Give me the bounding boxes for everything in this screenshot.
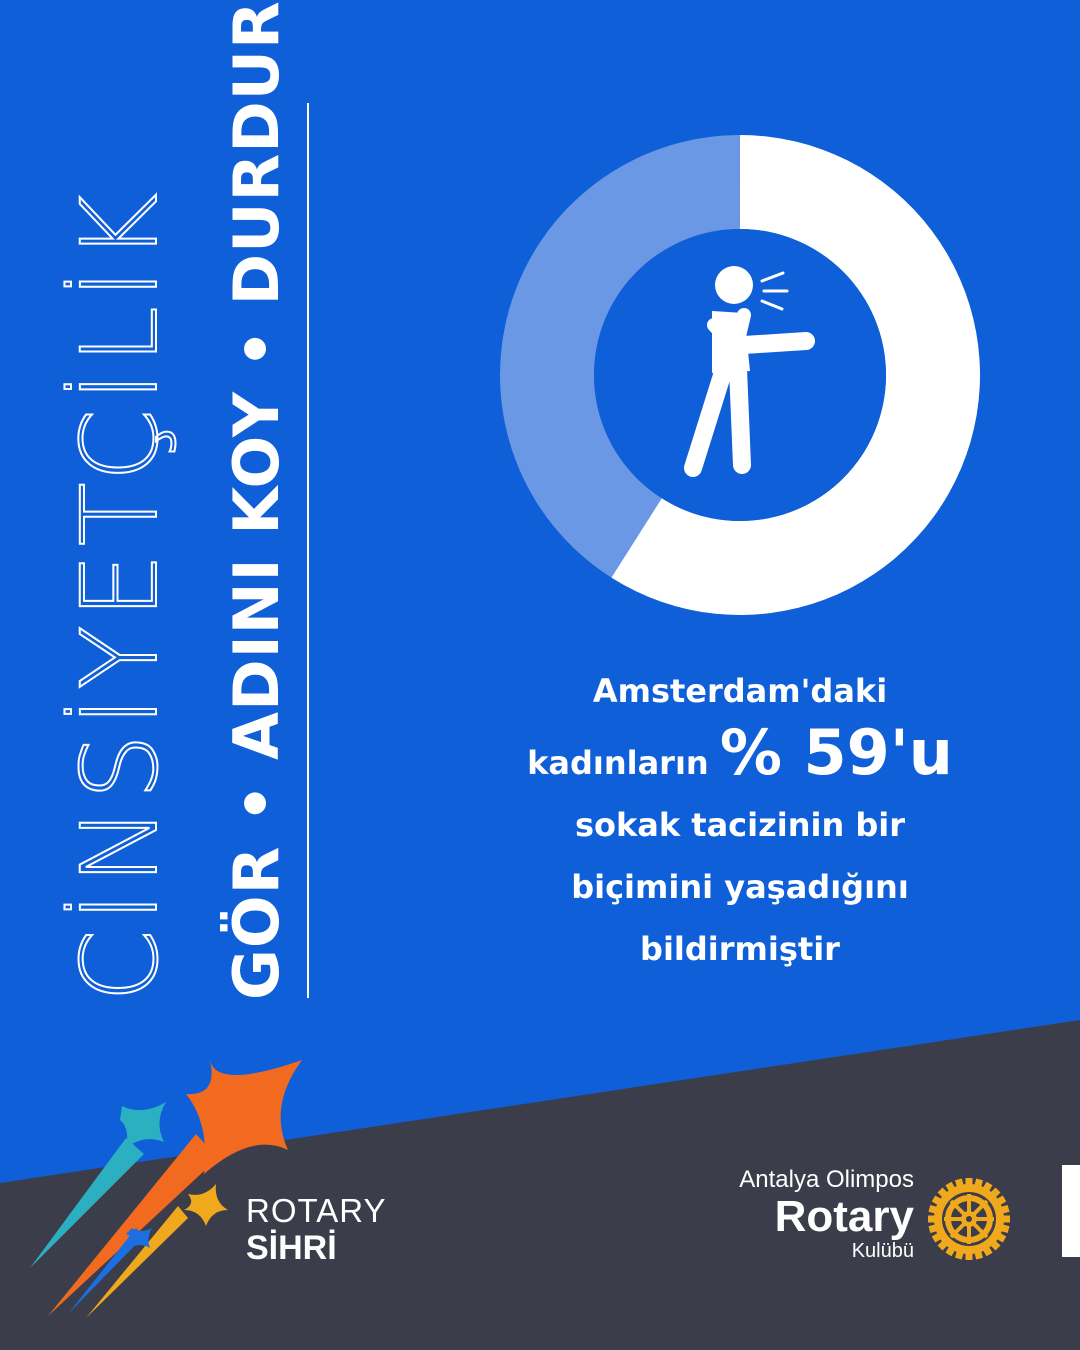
- club-line-3: Kulübü: [851, 1240, 914, 1262]
- donut-chart: [500, 135, 980, 615]
- vertical-title: CİNSİYETÇİLİK: [59, 186, 181, 1002]
- stat-line-4: biçimini yaşadığını: [571, 868, 909, 906]
- vertical-slogan: GÖR • ADINI KOY • DURDUR: [220, 0, 293, 1000]
- club-line-1: Antalya Olimpos: [739, 1166, 914, 1193]
- stat-line-2: [470, 716, 1010, 794]
- stat-line-3: sokak tacizinin bir: [574, 806, 906, 844]
- stat-line-5: bildirmiştir: [640, 930, 840, 968]
- logo-line-1: ROTARY: [246, 1192, 387, 1229]
- logo-line-2: SİHRİ: [246, 1229, 337, 1267]
- edge-bar: [1062, 1165, 1080, 1257]
- statistic-text: [470, 660, 1010, 980]
- rotary-wheel-icon: [926, 1176, 1012, 1262]
- club-line-2: Rotary: [774, 1192, 914, 1241]
- stat-line-2-prefix: kadınların: [527, 744, 720, 782]
- vertical-divider: [307, 103, 309, 998]
- club-name: [739, 1166, 914, 1263]
- stat-line-1: Amsterdam'daki: [592, 672, 888, 710]
- stat-percentage: % 59'u: [719, 716, 953, 789]
- rotary-sihri-logo-text: [246, 1194, 386, 1265]
